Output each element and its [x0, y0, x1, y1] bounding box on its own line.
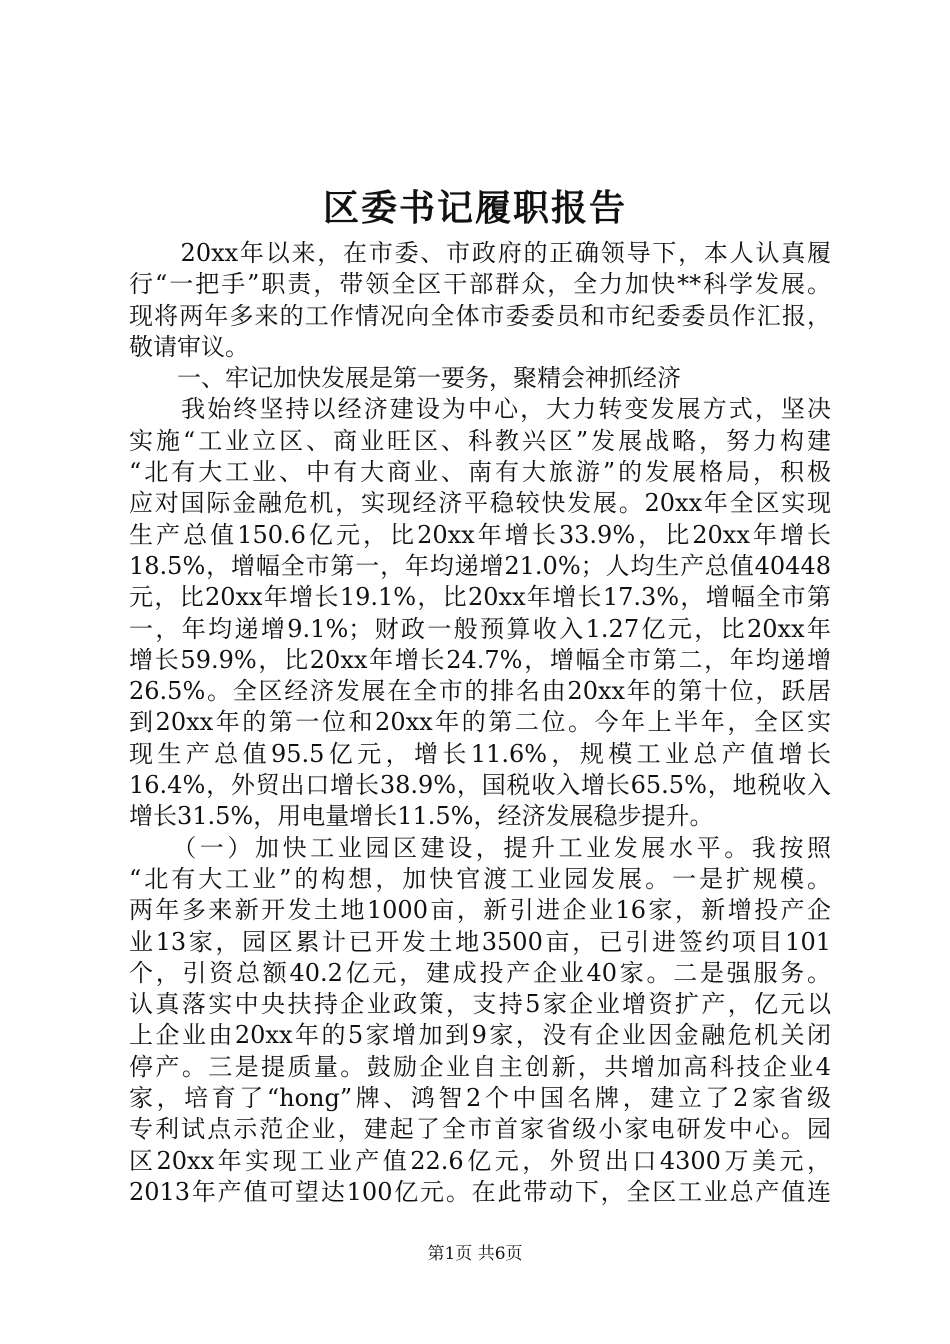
- text-line: 到20xx年的第一位和20xx年的第二位。今年上半年，全区实: [129, 708, 831, 737]
- text-line: 18.5%，增幅全市第一，年均递增21.0%；人均生产总值40448: [129, 551, 831, 580]
- text-line: 一、牢记加快发展是第一要务，聚精会神抓经济: [129, 364, 681, 393]
- text-line: 行“一把手”职责，带领全区干部群众，全力加快**科学发展。: [129, 270, 831, 299]
- text-line: 认真落实中央扶持企业政策，支持5家企业增资扩产，亿元以: [129, 990, 831, 1019]
- text-line: “北有大工业”的构想，加快官渡工业园发展。一是扩规模。: [129, 864, 831, 893]
- text-line: 增长31.5%，用电量增长11.5%，经济发展稳步提升。: [129, 802, 714, 831]
- text-line: 26.5%。全区经济发展在全市的排名由20xx年的第十位，跃居: [129, 677, 831, 706]
- text-line: 16.4%，外贸出口增长38.9%，国税收入增长65.5%，地税收入: [129, 771, 831, 800]
- text-line: 业13家，园区累计已开发土地3500亩，已引进签约项目101: [129, 927, 831, 956]
- text-line: 实施“工业立区、商业旺区、科教兴区”发展战略，努力构建: [129, 426, 831, 455]
- text-line: 生产总值150.6亿元，比20xx年增长33.9%，比20xx年增长: [129, 520, 831, 549]
- page-footer: 第1页 共6页: [427, 1244, 523, 1264]
- text-line: “北有大工业、中有大商业、南有大旅游”的发展格局，积极: [129, 458, 831, 487]
- text-line: 应对国际金融危机，实现经济平稳较快发展。20xx年全区实现: [129, 489, 831, 518]
- text-line: 现将两年多来的工作情况向全体市委委员和市纪委委员作汇报，: [129, 301, 831, 330]
- text-line: 我始终坚持以经济建设为中心，大力转变发展方式，坚决: [129, 395, 831, 424]
- document-title: 区委书记履职报告: [322, 187, 627, 229]
- text-line: 专利试点示范企业，建起了全市首家省级小家电研发中心。园: [129, 1115, 831, 1144]
- text-line: 一，年均递增9.1%；财政一般预算收入1.27亿元，比20xx年: [129, 614, 831, 643]
- text-line: （一）加快工业园区建设，提升工业发展水平。我按照: [129, 833, 831, 862]
- text-line: 现生产总值95.5亿元，增长11.6%，规模工业总产值增长: [129, 739, 831, 768]
- text-line: 停产。三是提质量。鼓励企业自主创新，共增加高科技企业4: [129, 1052, 831, 1081]
- document-body: [129, 238, 831, 1208]
- text-line: 元，比20xx年增长19.1%，比20xx年增长17.3%，增幅全市第: [129, 583, 831, 612]
- text-line: 敬请审议。: [129, 332, 249, 361]
- text-line: 20xx年以来，在市委、市政府的正确领导下，本人认真履: [129, 239, 831, 267]
- text-line: 增长59.9%，比20xx年增长24.7%，增幅全市第二，年均递增: [129, 645, 831, 674]
- text-line: 个，引资总额40.2亿元，建成投产企业40家。二是强服务。: [129, 958, 831, 987]
- text-line: 区20xx年实现工业产值22.6亿元，外贸出口4300万美元，: [129, 1146, 831, 1175]
- text-line: 家，培育了“hong”牌、鸿智2个中国名牌，建立了2家省级: [129, 1084, 831, 1113]
- text-line: 2013年产值可望达100亿元。在此带动下，全区工业总产值连: [129, 1177, 831, 1206]
- text-line: 两年多来新开发土地1000亩，新引进企业16家，新增投产企: [129, 896, 831, 925]
- text-line: 上企业由20xx年的5家增加到9家，没有企业因金融危机关闭: [129, 1021, 831, 1050]
